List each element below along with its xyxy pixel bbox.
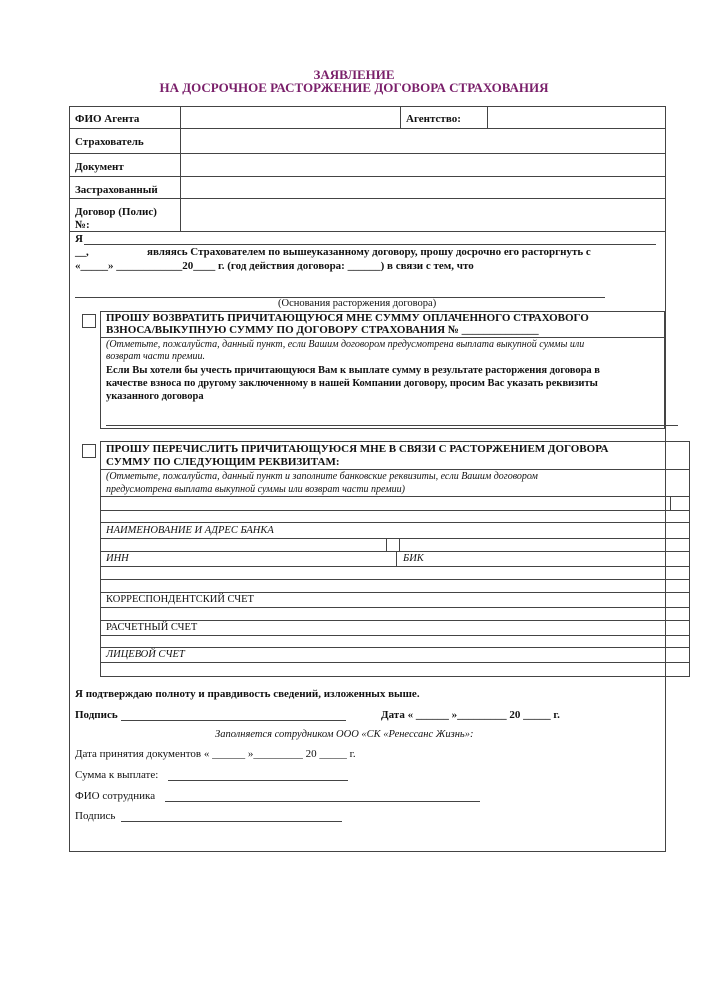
document-field[interactable] bbox=[182, 155, 663, 175]
date-received-field[interactable]: Дата принятия документов « ______ »_________ 20 _____ г. bbox=[75, 748, 356, 760]
title-line2: НА ДОСРОЧНОЕ РАСТОРЖЕНИЕ ДОГОВОРА СТРАХОВАНИЯ bbox=[159, 80, 549, 95]
account-label: РАСЧЕТНЫЙ СЧЕТ bbox=[106, 622, 198, 633]
insured-field[interactable] bbox=[182, 178, 663, 197]
reason-caption: (Основания расторжения договора) bbox=[278, 298, 437, 309]
agency-field[interactable] bbox=[489, 108, 663, 127]
bik-label: БИК bbox=[403, 553, 424, 564]
section1-note1: (Отметьте, пожалуйста, данный пункт, если Вашим договором предусмотрена выплата выкупной суммы или bbox=[106, 339, 585, 350]
bank-name-label: НАИМЕНОВАНИЕ И АДРЕС БАНКА bbox=[106, 525, 274, 536]
section1-heading2: ВЗНОСА/ВЫКУПНУЮ СУММУ ПО ДОГОВОРУ СТРАХОВАНИЯ № ______________ bbox=[106, 324, 539, 336]
contract-field[interactable] bbox=[182, 200, 663, 230]
signature-label: Подпись bbox=[75, 709, 118, 721]
section1-note2: возврат части премии. bbox=[106, 351, 206, 362]
amount-line[interactable] bbox=[168, 780, 348, 781]
section1-checkbox[interactable] bbox=[82, 314, 96, 328]
section1-body2: качестве взноса по другому заключенному в нашей Компании договору, просим Вас указать реквизиты bbox=[106, 378, 598, 389]
agency-label: Агентство: bbox=[406, 113, 461, 125]
signature-line[interactable] bbox=[121, 720, 346, 721]
section2-note1: (Отметьте, пожалуйста, данный пункт и заполните банковские реквизиты, если Вашим договором bbox=[106, 471, 538, 482]
divider bbox=[69, 128, 665, 129]
document-label: Документ bbox=[75, 161, 124, 173]
statement-line3: «_____» ____________20____ г. (год действия договора: ______) в связи с тем, что bbox=[75, 260, 474, 272]
statement-prefix: __, bbox=[75, 246, 89, 258]
contract-label-line1: Договор (Полис) bbox=[75, 206, 157, 218]
insured-label: Застрахованный bbox=[75, 184, 158, 196]
statement-line2: являясь Страхователем по вышеуказанному договору, прошу досрочно его расторгнуть с bbox=[147, 246, 591, 258]
staff-signature-label: Подпись bbox=[75, 810, 116, 822]
policyholder-label: Страхователь bbox=[75, 136, 144, 148]
staff-note: Заполняется сотрудником ООО «СК «Ренессанс Жизнь»: bbox=[215, 729, 474, 740]
inn-label: ИНН bbox=[106, 553, 129, 564]
agent-name-label: ФИО Агента bbox=[75, 113, 140, 125]
employee-name-line[interactable] bbox=[165, 801, 480, 802]
section1-body1: Если Вы хотели бы учесть причитающуюся Вам к выплате сумму в результате расторжения договора в bbox=[106, 365, 600, 376]
section1-contract-line[interactable] bbox=[106, 425, 678, 426]
personal-account-label: ЛИЦЕВОЙ СЧЕТ bbox=[106, 649, 185, 660]
section1-body3: указанного договора bbox=[106, 391, 204, 402]
contract-label-line2: №: bbox=[75, 219, 90, 231]
policyholder-field[interactable] bbox=[182, 130, 663, 152]
confirmation-text: Я подтверждаю полноту и правдивость сведений, изложенных выше. bbox=[75, 688, 420, 700]
section2-checkbox[interactable] bbox=[82, 444, 96, 458]
statement-i: Я bbox=[75, 233, 83, 245]
section1-heading1: ПРОШУ ВОЗВРАТИТЬ ПРИЧИТАЮЩУЮСЯ МНЕ СУММУ ОПЛАЧЕННОГО СТРАХОВОГО bbox=[106, 312, 589, 324]
staff-signature-line[interactable] bbox=[121, 821, 342, 822]
corr-account-label: КОРРЕСПОНДЕНТСКИЙ СЧЕТ bbox=[106, 594, 254, 605]
section2-note2: предусмотрена выплата выкупной суммы или возврат части премии) bbox=[106, 484, 405, 495]
employee-name-label: ФИО сотрудника bbox=[75, 790, 156, 802]
amount-label: Сумма к выплате: bbox=[75, 769, 159, 781]
agent-name-field[interactable] bbox=[182, 108, 398, 127]
section2-heading1: ПРОШУ ПЕРЕЧИСЛИТЬ ПРИЧИТАЮЩУЮСЯ МНЕ В СВЯЗИ С РАСТОРЖЕНИЕМ ДОГОВОРА bbox=[106, 443, 609, 455]
date-field[interactable]: Дата « ______ »_________ 20 _____ г. bbox=[381, 709, 560, 721]
title-line1: ЗАЯВЛЕНИЕ bbox=[313, 67, 395, 82]
section2-heading2: СУММУ ПО СЛЕДУЮЩИМ РЕКВИЗИТАМ: bbox=[106, 456, 340, 468]
